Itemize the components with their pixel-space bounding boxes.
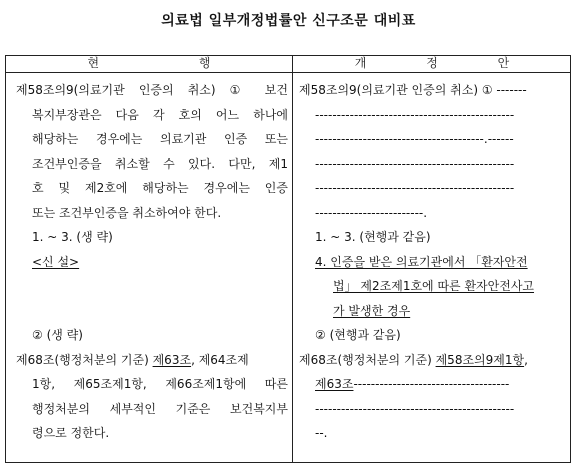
current-art58-line4: 조건부인증을 취소할 수 있다. 다만, 제1 [32,156,288,171]
revised-item4-line1: 4. 인증을 받은 의료기관에서 「환자안전 [315,254,528,269]
revised-art58-line3: ---------------------------------------.------ [315,132,514,146]
revised-art68-ref-58-9: 제58조의9제1항 [435,352,525,367]
revised-art68-dashes: ------------------------------------ [353,377,510,391]
revised-art68-line1 [299,348,567,373]
revised-items-1-3: 1. ~ 3. (현행과 같음) [315,230,431,244]
current-art58-line1: 제58조의9(의료기관 인증의 취소) ① 보건 [16,83,288,97]
revised-item4-line2: 법」 제2조제1호에 따른 환자안전사고 [333,279,535,293]
document-title: 의료법 일부개정법률안 신구조문 대비표 [161,13,416,29]
revised-art68-line3: ---------------------------------------------- [315,401,515,416]
current-art68-line1 [16,348,288,373]
revised-art58-line1: 제58조의9(의료기관 인증의 취소) ① ------- [299,83,527,97]
revised-art68-line4: --. [315,426,328,440]
revised-art58-line6: -------------------------. [315,205,428,220]
revised-art68-comma: , [524,352,528,367]
current-art68-line2: 1항, 제65조제1항, 제66조제1항에 따른 [32,377,288,391]
current-art68-line3: 행정처분의 세부적인 기준은 보건복지부 [32,401,288,416]
current-art68-suffix: , 제64조제 [191,352,249,367]
revised-law-column [299,78,567,446]
current-art68-line4: 령으로 정한다. [32,426,110,440]
current-art58-line3: 해당하는 경우에는 의료기관 인증 또는 [32,132,288,146]
current-para2: ② (생 략) [32,328,83,342]
revised-art68-ref-63: 제63조 [315,377,354,391]
header-revised: 개 정 안 [354,56,538,70]
current-items-1-3: 1. ~ 3. (생 략) [32,230,113,244]
comparison-table [5,55,571,463]
current-art68-prefix: 제68조(행정처분의 기준) [16,352,153,367]
current-spacer [16,274,288,323]
current-art58-line2: 복지부장관은 다음 각 호의 어느 하나에 [32,107,288,122]
revised-item4-line3: 가 발생한 경우 [333,303,411,318]
revised-para2: ② (현행과 같음) [315,328,401,342]
current-art68-ref-63: 제63조 [152,352,192,367]
current-new-item-placeholder: <신 설> [32,254,80,269]
column-divider [292,56,293,462]
revised-art68-line2 [299,372,567,397]
header-divider [6,72,570,73]
current-art58-line5: 호 및 제2호에 해당하는 경우에는 인증 [32,181,288,195]
current-art58-line6: 또는 조건부인증을 취소하여야 한다. [32,205,222,220]
revised-art58-line2: ---------------------------------------------- [315,107,515,122]
current-law-column [16,78,288,446]
revised-art58-line5: ---------------------------------------------- [315,181,515,195]
header-current: 현 행 [87,56,259,70]
revised-art68-prefix: 제68조(행정처분의 기준) [299,352,436,367]
revised-art58-line4: ---------------------------------------------- [315,156,515,171]
